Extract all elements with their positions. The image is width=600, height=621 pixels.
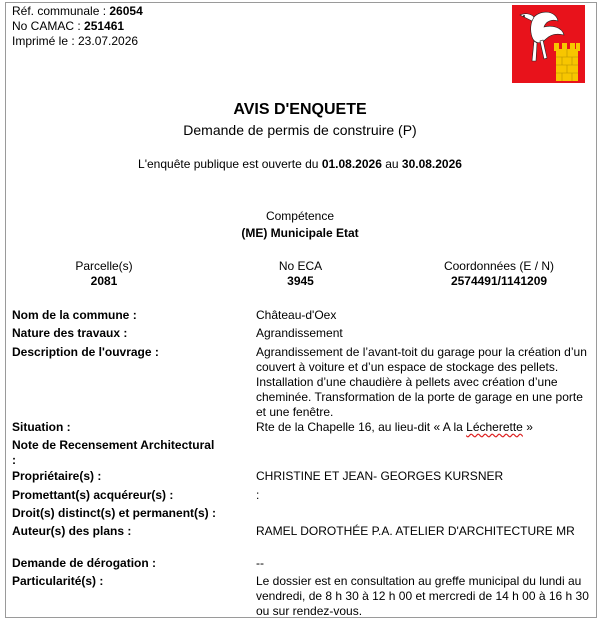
- situation-value-prefix: Rte de la Chapelle 16, au lieu-dit « A la: [256, 420, 467, 434]
- owner-label: Propriétaire(s) :: [12, 469, 102, 483]
- inquiry-end-date: 30.08.2026: [401, 157, 462, 171]
- ref-communale: [12, 4, 143, 19]
- commune-label: Nom de la commune :: [12, 308, 137, 322]
- description-value: Agrandissement de l’avant-toit du garage pour la création d’un couvert à voiture et d’un espace de stockage des pellets. Installation d’une chaudière à pellets avec création d’une cheminée. Transformation de la porte de garage en une porte et une fenêtre.: [256, 345, 587, 419]
- camac-value: 251461: [84, 19, 125, 33]
- camac-label: No CAMAC :: [12, 19, 85, 33]
- inquiry-start-date: 01.08.2026: [321, 157, 382, 171]
- document-meta: [12, 4, 143, 49]
- eca-column: [253, 259, 348, 289]
- eca-label: No ECA: [278, 259, 323, 273]
- parcel-value: 2081: [90, 274, 118, 288]
- authors-value: RAMEL DOROTHÉE P.A. ATELIER D'ARCHITECTURE MR: [256, 524, 575, 538]
- description-label: Description de l'ouvrage :: [12, 345, 159, 359]
- ref-value: 26054: [109, 4, 143, 18]
- nature-value: Agrandissement: [256, 326, 343, 340]
- municipal-crest-icon: [512, 5, 585, 83]
- derogation-value: --: [256, 556, 264, 570]
- particularities-label: Particularité(s) :: [12, 574, 104, 588]
- parcel-column: [54, 259, 154, 289]
- ref-label: Réf. communale :: [12, 4, 110, 18]
- commune-value: Château-d'Oex: [256, 308, 337, 322]
- recensement-label-colon: :: [12, 453, 16, 467]
- particularities-value: Le dossier est en consultation au greffe municipal du lundi au vendredi, de 8 h 30 à 12 h 00 et mercredi de 14 h 00 à 16 h 30 ou sur rendez-vous.: [256, 574, 589, 618]
- inquiry-period-prefix: L'enquête publique est ouverte du: [138, 157, 322, 171]
- coordinates-label: Coordonnées (E / N): [443, 259, 555, 273]
- situation-place-name: Lécherette: [466, 420, 523, 434]
- situation-label: Situation :: [12, 420, 71, 434]
- parcel-label: Parcelle(s): [75, 259, 133, 273]
- competence-label: Compétence: [265, 209, 335, 223]
- notice-subtitle: Demande de permis de construire (P): [183, 122, 417, 138]
- derogation-label: Demande de dérogation :: [12, 556, 157, 570]
- inquiry-period: [0, 157, 600, 171]
- situation-value: [256, 420, 592, 435]
- buyer-label: Promettant(s) acquéreur(s) :: [12, 488, 174, 502]
- situation-value-suffix: »: [522, 420, 533, 434]
- notice-title: AVIS D'ENQUETE: [233, 101, 367, 118]
- inquiry-period-middle: au: [381, 157, 402, 171]
- competence-value: (ME) Municipale Etat: [241, 226, 359, 240]
- authors-label: Auteur(s) des plans :: [12, 524, 132, 538]
- nature-label: Nature des travaux :: [12, 326, 128, 340]
- buyer-value: :: [256, 488, 260, 502]
- eca-value: 3945: [287, 274, 314, 288]
- recensement-label: [12, 438, 250, 468]
- print-date: Imprimé le : 23.07.2026: [12, 34, 139, 48]
- rights-label: Droit(s) distinct(s) et permanent(s) :: [12, 506, 217, 520]
- coordinates-value: 2574491/1141209: [450, 274, 548, 288]
- coordinates-column: [428, 259, 570, 289]
- owner-value: CHRISTINE ET JEAN- GEORGES KURSNER: [256, 469, 504, 483]
- recensement-label-text: Note de Recensement Architectural: [12, 438, 215, 452]
- camac-number: [12, 19, 143, 34]
